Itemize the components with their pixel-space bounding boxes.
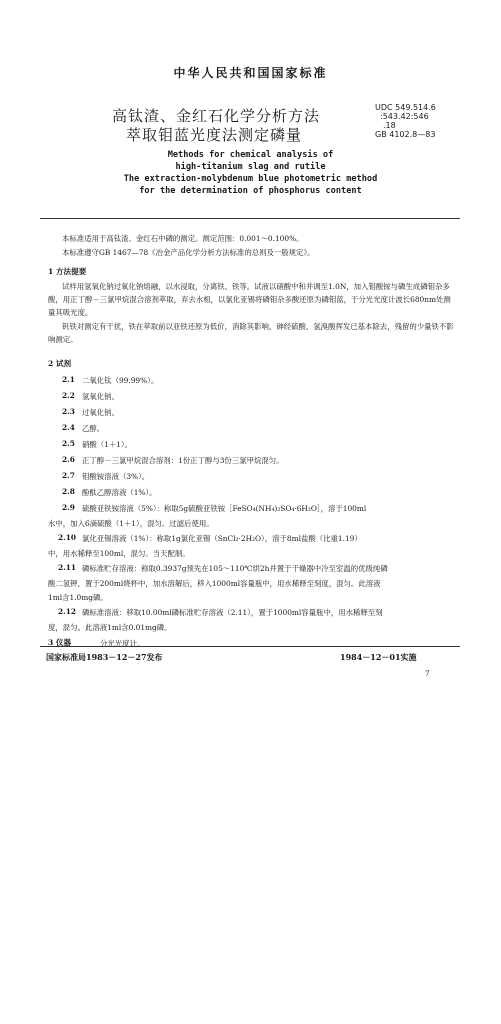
item-2-9-line-1: 硫酸亚铁铵溶液（5%）：称取5g硫酸亚铁铵［FeSO₄(NH₄)₂SO₄·6H₂O］，溶于100ml bbox=[82, 504, 367, 513]
title-line-1: 高钛渣、金红石化学分析方法 bbox=[112, 107, 321, 125]
list-item-text: 乙醇。 bbox=[82, 424, 105, 433]
list-item-text: 过氧化钠。 bbox=[82, 408, 119, 417]
english-title-line-3: The extraction-molybdenum blue photometric method bbox=[123, 174, 378, 184]
list-item: 2.4 bbox=[62, 423, 75, 432]
section-3-heading-label: 3 仪器 bbox=[48, 638, 72, 647]
intro-scope: 本标准适用于高钛渣、金红石中磷的测定。测定范围：0.001～0.100%。 bbox=[62, 234, 304, 243]
title-line-2: 萃取钼蓝光度法测定磷量 bbox=[126, 126, 303, 144]
list-item: 2.3 bbox=[62, 407, 75, 416]
list-item: 2.5 bbox=[62, 439, 75, 448]
udc-code-2: :543.42:546 bbox=[380, 112, 429, 121]
udc-code-3: .18 bbox=[383, 121, 396, 130]
item-2-11-number: 2.11 bbox=[58, 563, 77, 572]
list-item: 2.6 bbox=[62, 455, 75, 464]
item-2-10-number: 2.10 bbox=[58, 533, 77, 542]
intro-compliance: 本标准遵守GB 1467—78《冶金产品化学分析方法标准的总则及一般规定》。 bbox=[62, 248, 315, 257]
section-1-paragraph-2: 钒铁对测定有干扰，铁在萃取前以亚铁还原为低价，消除其影响，砷经硫酸、氢溴酸挥发已基本除去，残留的少量铁不影响测定。 bbox=[48, 322, 454, 344]
gb-code: GB 4102.8—83 bbox=[375, 130, 436, 139]
item-2-9-number: 2.9 bbox=[62, 503, 75, 512]
item-2-11-line-1: 磷标准贮存溶液：称取0.3937g预先在105～110℃烘2h并置于干燥器中冷至室温的优级纯磷 bbox=[82, 564, 388, 573]
english-title-line-4: for the determination of phosphorus content bbox=[139, 186, 362, 196]
list-item-text: 硝酸（1＋1）。 bbox=[82, 440, 133, 449]
section-3-text: 分光光度计。 bbox=[100, 639, 145, 648]
footer-rule bbox=[40, 646, 460, 647]
list-item-text: 二氧化钛（99.99%）。 bbox=[82, 376, 159, 385]
list-item: 2.2 bbox=[62, 391, 75, 400]
section-1-paragraph-1: 试样用氢氧化钠过氧化钠熔融，以水浸取，分离铁、铁等。试液以硝酸中和并调至1.0N，加入钼酸铵与磷生成磷钼杂多酸，用正丁醇－三氯甲烷混合溶剂萃取，弃去水相，以氯化亚锡将磷钼杂多酸还原为磷钼蓝，于分光光度计波长680nm处测量其吸光度。 bbox=[48, 282, 451, 317]
list-item: 2.8 bbox=[62, 487, 75, 496]
list-item-text: 氢氧化钠。 bbox=[82, 392, 119, 401]
english-title-line-1: Methods for chemical analysis of bbox=[167, 150, 334, 160]
item-2-11-line-3: 1ml含1.0mg磷。 bbox=[48, 593, 108, 602]
list-item-text: 酚酞乙醇溶液（1%）。 bbox=[82, 488, 157, 497]
item-2-10-line-2: 中，用水稀释至100ml，混匀。当天配制。 bbox=[48, 549, 190, 558]
list-item: 2.7 bbox=[62, 471, 75, 480]
list-item-text: 钼酸铵溶液（3%）。 bbox=[82, 472, 150, 481]
item-2-9-line-2: 水中，加入6滴硫酸（1＋1），混匀。过滤后使用。 bbox=[48, 519, 214, 528]
section-1-heading: 1 方法提要 bbox=[48, 267, 87, 276]
item-2-12-number: 2.12 bbox=[58, 607, 77, 616]
national-standard-header: 中华人民共和国国家标准 bbox=[173, 66, 328, 80]
item-2-11-line-2: 酸二氢钾，置于200ml烧杯中，加水溶解后，移入1000ml容量瓶中，用水稀释至刻度，混匀。此溶液 bbox=[48, 579, 381, 588]
section-2-heading: 2 试剂 bbox=[48, 359, 72, 368]
header-rule bbox=[40, 218, 460, 219]
list-item-text: 正丁醇－三氯甲烷混合溶剂：1份正丁醇与3份三氯甲烷混匀。 bbox=[82, 456, 284, 465]
english-title-line-2: high-titanium slag and rutile bbox=[175, 162, 326, 172]
list-item: 2.1 bbox=[62, 375, 75, 384]
item-2-10-line-1: 氯化亚锡溶液（1%）：称取1g氯化亚锡（SnCl₂·2H₂O），溶于8ml盐酸（比重1.19） bbox=[82, 534, 362, 543]
item-2-12-line-1: 磷标准溶液：移取10.00ml磷标准贮存溶液（2.11），置于1000ml容量瓶中，用水稀释至刻 bbox=[82, 608, 383, 617]
page-number: 7 bbox=[425, 670, 430, 678]
issued-date: 国家标准局1983－12－27发布 bbox=[46, 652, 163, 662]
effective-date: 1984－12－01实施 bbox=[340, 652, 417, 662]
item-2-12-line-2: 度，混匀。此溶液1ml含0.01mg磷。 bbox=[48, 623, 172, 632]
udc-code-1: UDC 549.514.6 bbox=[375, 103, 436, 112]
